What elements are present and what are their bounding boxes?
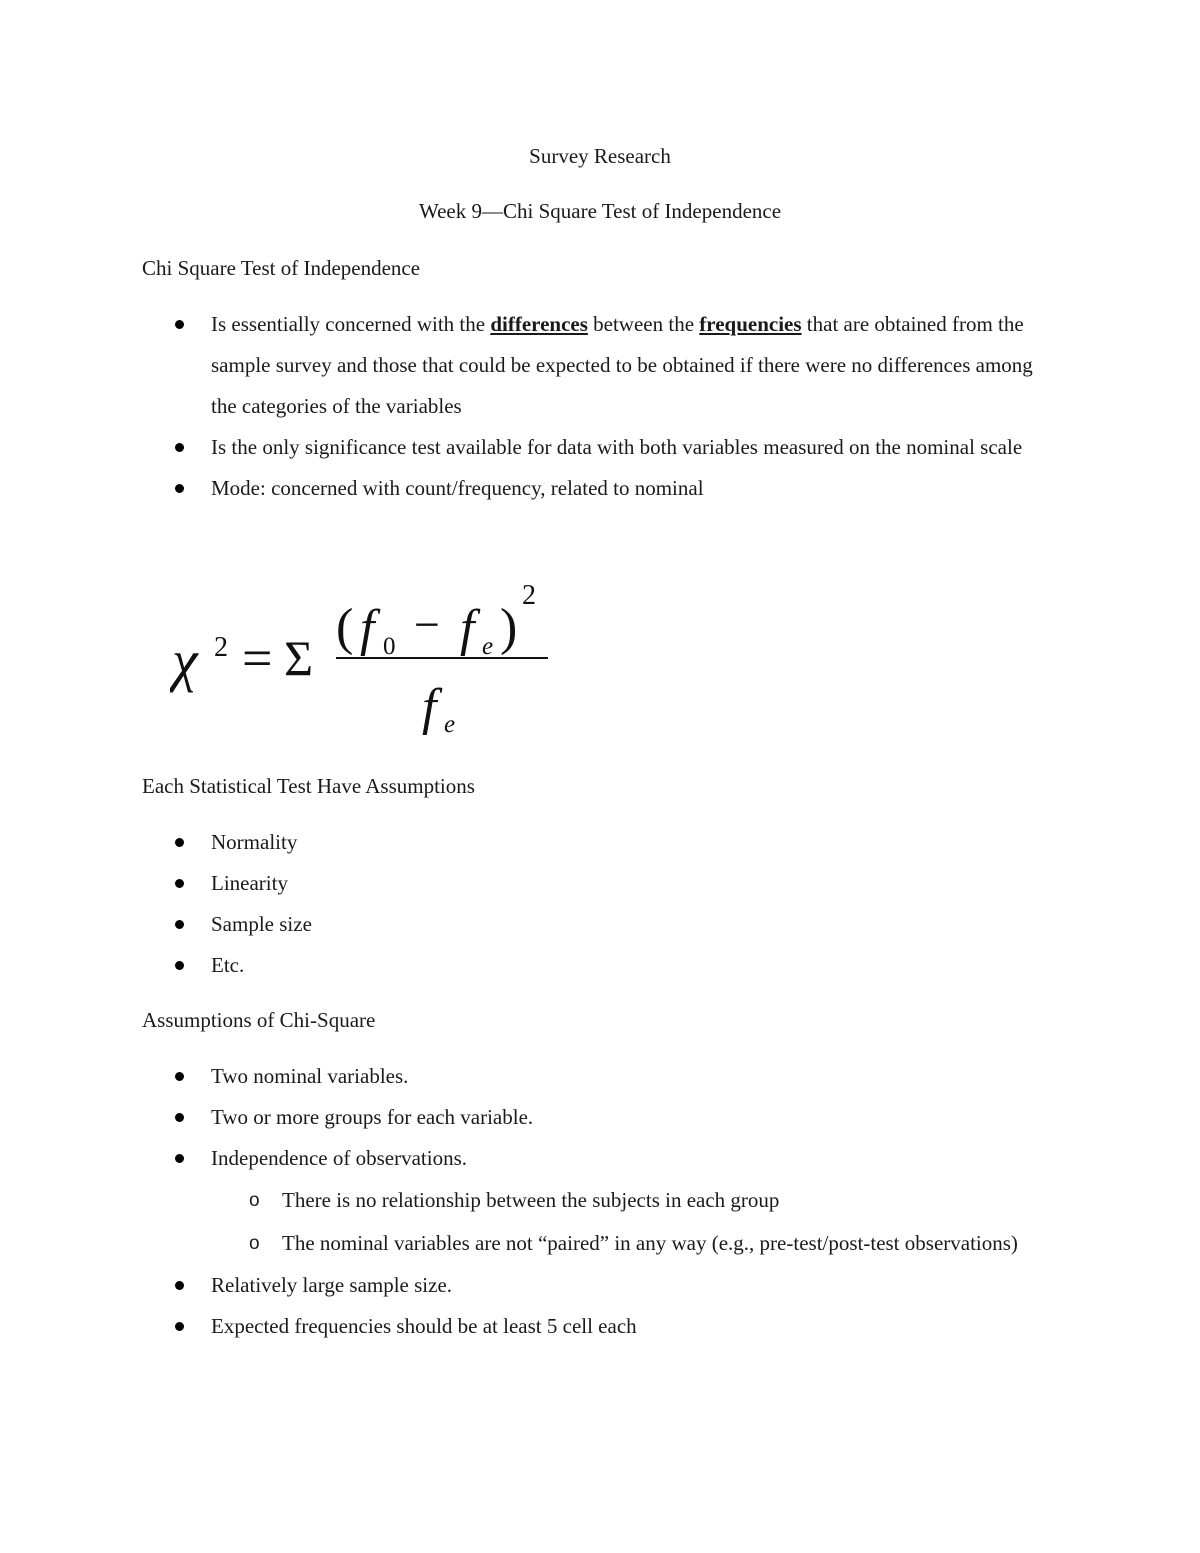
bullet-text: Mode: concerned with count/frequency, related to nominal <box>211 476 704 500</box>
formula-sigma: Σ <box>284 630 314 686</box>
formula-close-paren: ) <box>500 599 518 656</box>
list-item <box>142 1306 1052 1347</box>
document-title: Survey Research <box>529 144 671 168</box>
bullet-text: Etc. <box>211 953 245 977</box>
chi-square-bullet-list <box>142 304 1052 509</box>
bullet-dot <box>175 1113 184 1122</box>
emphasis-differences: differences <box>490 312 588 336</box>
bullet-dot <box>175 838 184 847</box>
formula-sub-denominator: e <box>444 711 456 738</box>
sub-list-item <box>211 1179 1052 1222</box>
list-item <box>142 945 1052 986</box>
bullet-dot <box>175 484 184 493</box>
list-item <box>142 1265 1052 1306</box>
bullet-text: Is essentially concerned with the <box>211 312 491 336</box>
bullet-text: Is the only significance test available for data with both variables measured on the nominal scale <box>211 435 1023 459</box>
sub-bullet-text: The nominal variables are not “paired” in any way (e.g., pre-test/post-test observations) <box>282 1231 1018 1255</box>
list-item <box>142 904 1052 945</box>
independence-sub-list <box>211 1179 1052 1265</box>
formula-equals: = <box>242 628 273 688</box>
bullet-text: between the <box>587 312 700 336</box>
bullet-dot <box>175 1154 184 1163</box>
bullet-text: Relatively large sample size. <box>211 1273 453 1297</box>
list-item <box>142 863 1052 904</box>
bullet-text: Independence of observations. <box>211 1146 467 1170</box>
formula-minus: − <box>414 599 440 650</box>
bullet-dot <box>175 1072 184 1081</box>
bullet-dot <box>175 920 184 929</box>
list-item <box>142 304 1052 427</box>
bullet-dot <box>175 961 184 970</box>
formula-sub-expected: e <box>482 633 494 660</box>
list-item <box>142 1138 1052 1265</box>
sub-bullet-marker: o <box>249 1190 260 1211</box>
formula-open-paren: ( <box>336 599 354 656</box>
sub-bullet-text: There is no relationship between the subjects in each group <box>282 1188 780 1212</box>
bullet-text: Sample size <box>211 912 312 936</box>
list-item <box>142 822 1052 863</box>
formula-f-expected: f <box>460 600 475 657</box>
assumptions-bullet-list <box>142 822 1052 986</box>
bullet-dot <box>175 320 184 329</box>
formula-numerator-power: 2 <box>522 580 536 611</box>
section-heading-assumptions: Each Statistical Test Have Assumptions <box>142 774 475 798</box>
list-item <box>142 1097 1052 1138</box>
bullet-text: Two or more groups for each variable. <box>211 1105 534 1129</box>
section-heading-chi-square: Chi Square Test of Independence <box>142 256 421 280</box>
bullet-text: Expected frequencies should be at least 5 cell each <box>211 1314 637 1338</box>
bullet-dot <box>175 879 184 888</box>
formula-sub-observed: 0 <box>383 633 396 660</box>
sub-list-item <box>211 1222 1052 1265</box>
bullet-text: Linearity <box>211 871 288 895</box>
formula-f-denominator: f <box>422 679 437 736</box>
chi-square-formula <box>170 572 570 742</box>
sub-bullet-marker: o <box>249 1233 260 1254</box>
bullet-dot <box>175 1322 184 1331</box>
bullet-dot <box>175 1281 184 1290</box>
list-item <box>142 468 1052 509</box>
document-subtitle: Week 9—Chi Square Test of Independence <box>418 199 782 223</box>
list-item <box>142 1056 1052 1097</box>
chi-square-assumptions-list <box>142 1056 1052 1347</box>
bullet-text: that are obtained from the sample survey and those that could be expected to be obtained if there were no differences among the categories of the variables <box>211 312 1033 418</box>
bullet-text: Normality <box>211 830 298 854</box>
section-heading-chi-square-assumptions: Assumptions of Chi-Square <box>142 1008 376 1032</box>
formula-chi-power: 2 <box>214 632 228 663</box>
emphasis-frequencies: frequencies <box>699 312 802 336</box>
bullet-dot <box>175 443 184 452</box>
formula-chi: χ <box>172 628 198 693</box>
bullet-text: Two nominal variables. <box>211 1064 409 1088</box>
formula-f-observed: f <box>360 600 375 657</box>
list-item <box>142 427 1052 468</box>
